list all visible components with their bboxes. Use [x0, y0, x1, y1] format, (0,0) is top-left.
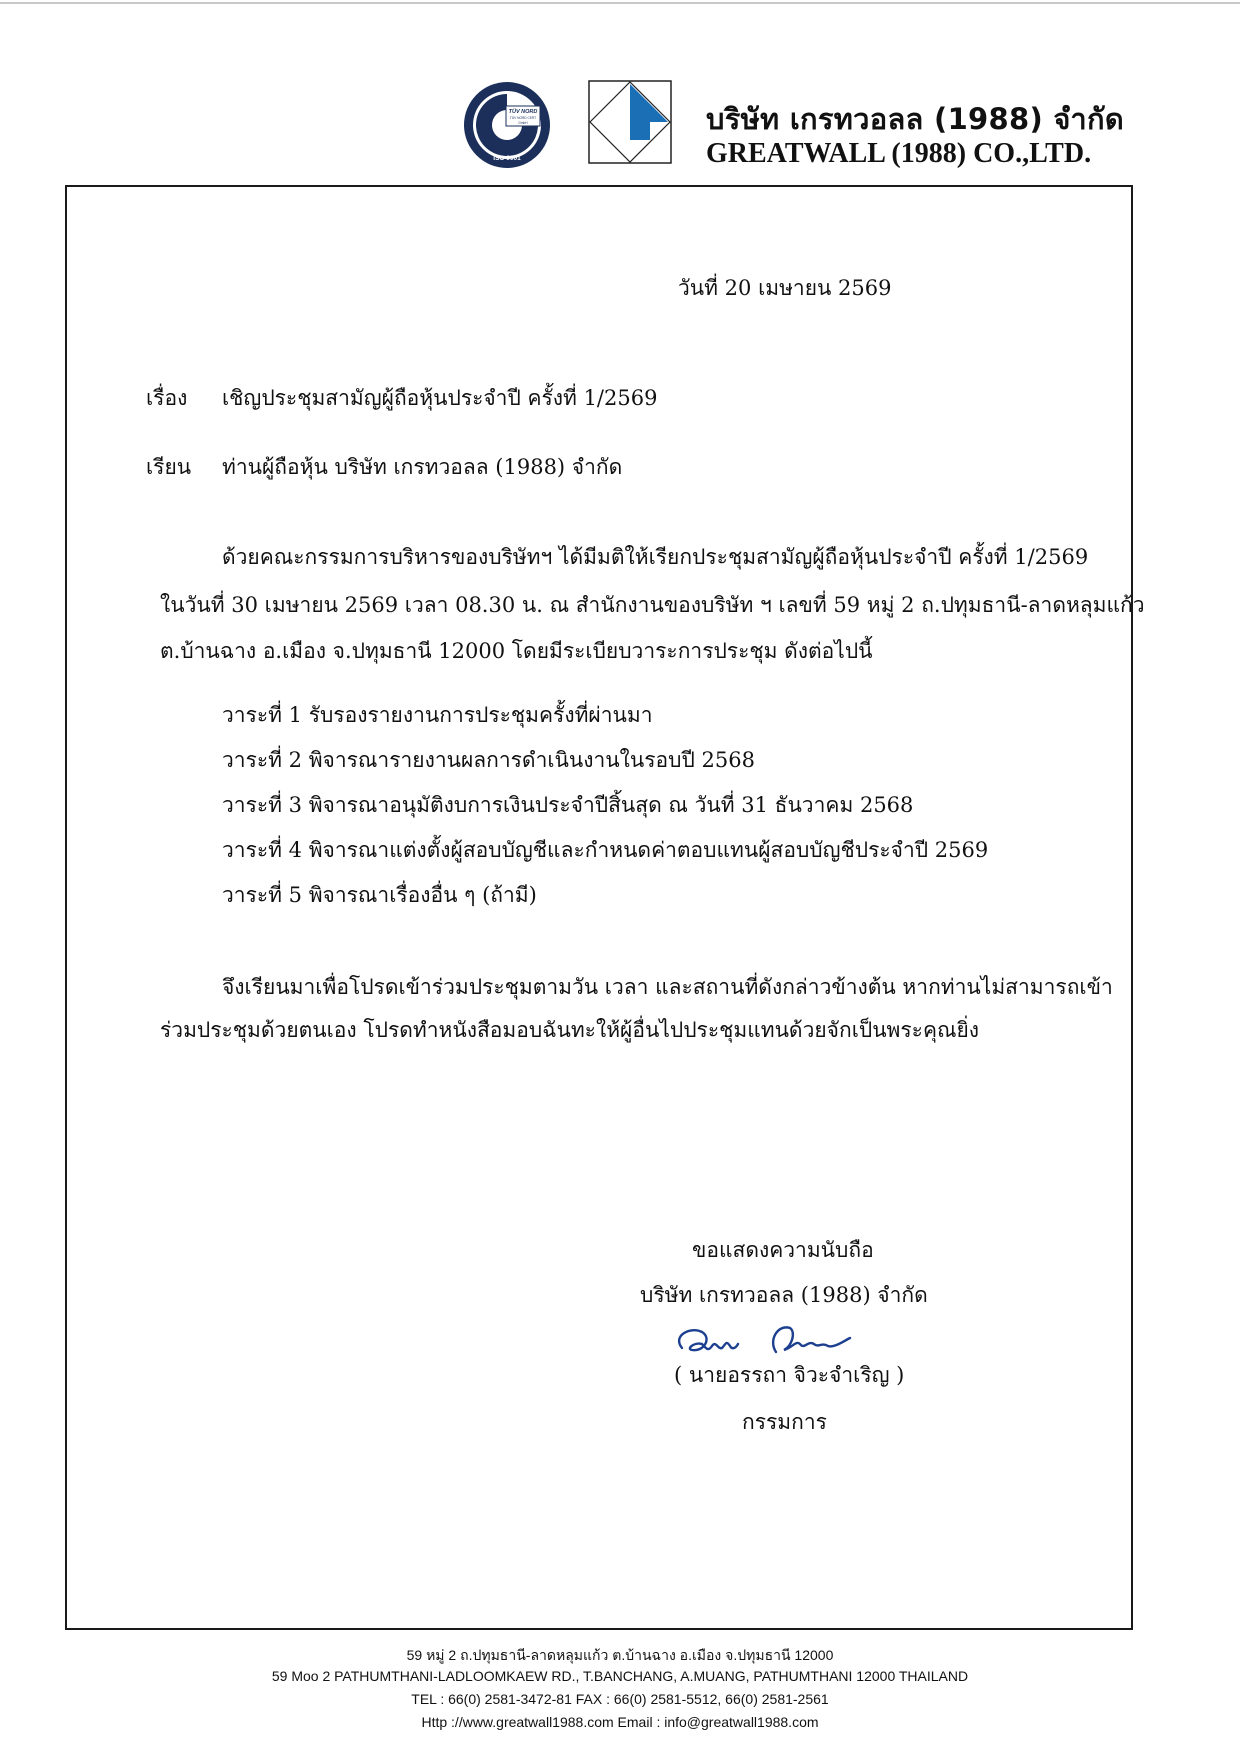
footer-web-email: Http ://www.greatwall1988.com Email : info@greatwall1988.com	[421, 1714, 819, 1730]
agenda-item-1: วาระที่ 1 รับรองรายงานการประชุมครั้งที่ผ่านมา	[222, 703, 653, 727]
recipient-label: เรียน	[146, 455, 192, 479]
company-name-english: GREATWALL (1988) CO.,LTD.	[706, 138, 1092, 169]
letter-date: วันที่ 20 เมษายน 2569	[678, 276, 892, 300]
seal-cert-text: TÜV NORD CERT	[509, 116, 537, 120]
agenda-item-4: วาระที่ 4 พิจารณาแต่งตั้งผู้สอบบัญชีและกำหนดค่าตอบแทนผู้สอบบัญชีประจำปี 2569	[222, 838, 989, 862]
handwritten-signature	[668, 1318, 858, 1368]
signoff-regards: ขอแสดงความนับถือ	[692, 1238, 874, 1262]
seal-gmbh-text: GmbH	[518, 121, 528, 125]
agenda-item-3: วาระที่ 3 พิจารณาอนุมัติงบการเงินประจำปีสิ้นสุด ณ วันที่ 31 ธันวาคม 2568	[222, 793, 914, 817]
footer-address-english: 59 Moo 2 PATHUMTHANI-LADLOOMKAEW RD., T.BANCHANG, A.MUANG, PATHUMTHANI 12000 THAILAND	[271, 1668, 969, 1684]
greatwall-logo-icon	[588, 80, 672, 164]
closing-line-1: จึงเรียนมาเพื่อโปรดเข้าร่วมประชุมตามวัน เวลา และสถานที่ดังกล่าวข้างต้น หากท่านไม่สามารถเข้า	[222, 975, 1113, 999]
tuv-iso-seal-icon	[462, 80, 552, 170]
agenda-item-2: วาระที่ 2 พิจารณารายงานผลการดำเนินงานในรอบปี 2568	[222, 748, 755, 772]
agenda-item-5: วาระที่ 5 พิจารณาเรื่องอื่น ๆ (ถ้ามี)	[222, 883, 537, 907]
seal-iso-text: ISO 9001	[493, 155, 521, 162]
closing-line-2: ร่วมประชุมด้วยตนเอง โปรดทำหนังสือมอบฉันทะให้ผู้อื่นไปประชุมแทนด้วยจักเป็นพระคุณยิ่ง	[160, 1018, 980, 1042]
body-line-1: ด้วยคณะกรรมการบริหารของบริษัทฯ ได้มีมติให้เรียกประชุมสามัญผู้ถือหุ้นประจำปี ครั้งที่ 1/2569	[222, 545, 1089, 569]
body-line-3: ต.บ้านฉาง อ.เมือง จ.ปทุมธานี 12000 โดยมีระเบียบวาระการประชุม ดังต่อไปนี้	[160, 639, 873, 663]
scan-top-edge	[0, 2, 1240, 4]
company-name-thai: บริษัท เกรทวอลล (1988) จำกัด	[706, 102, 1124, 136]
footer-contact: TEL : 66(0) 2581-3472-81 FAX : 66(0) 2581-5512, 66(0) 2581-2561	[411, 1691, 829, 1707]
body-line-2: ในวันที่ 30 เมษายน 2569 เวลา 08.30 น. ณ สำนักงานของบริษัท ฯ เลขที่ 59 หมู่ 2 ถ.ปทุมธานี-ลาดหลุมแก้ว	[160, 593, 1145, 617]
footer-address-thai: 59 หมู่ 2 ถ.ปทุมธานี-ลาดหลุมแก้ว ต.บ้านฉาง อ.เมือง จ.ปทุมธานี 12000	[406, 1647, 834, 1663]
signatory-name: ( นายอรรถา จิวะจำเริญ )	[674, 1363, 905, 1387]
subject-text: เชิญประชุมสามัญผู้ถือหุ้นประจำปี ครั้งที่ 1/2569	[222, 386, 658, 410]
subject-label: เรื่อง	[146, 386, 188, 410]
recipient-text: ท่านผู้ถือหุ้น บริษัท เกรทวอลล (1988) จำกัด	[222, 455, 623, 479]
signatory-title: กรรมการ	[742, 1410, 827, 1434]
seal-brand-text: TÜV NORD	[508, 109, 538, 115]
signoff-company: บริษัท เกรทวอลล (1988) จำกัด	[640, 1283, 928, 1307]
